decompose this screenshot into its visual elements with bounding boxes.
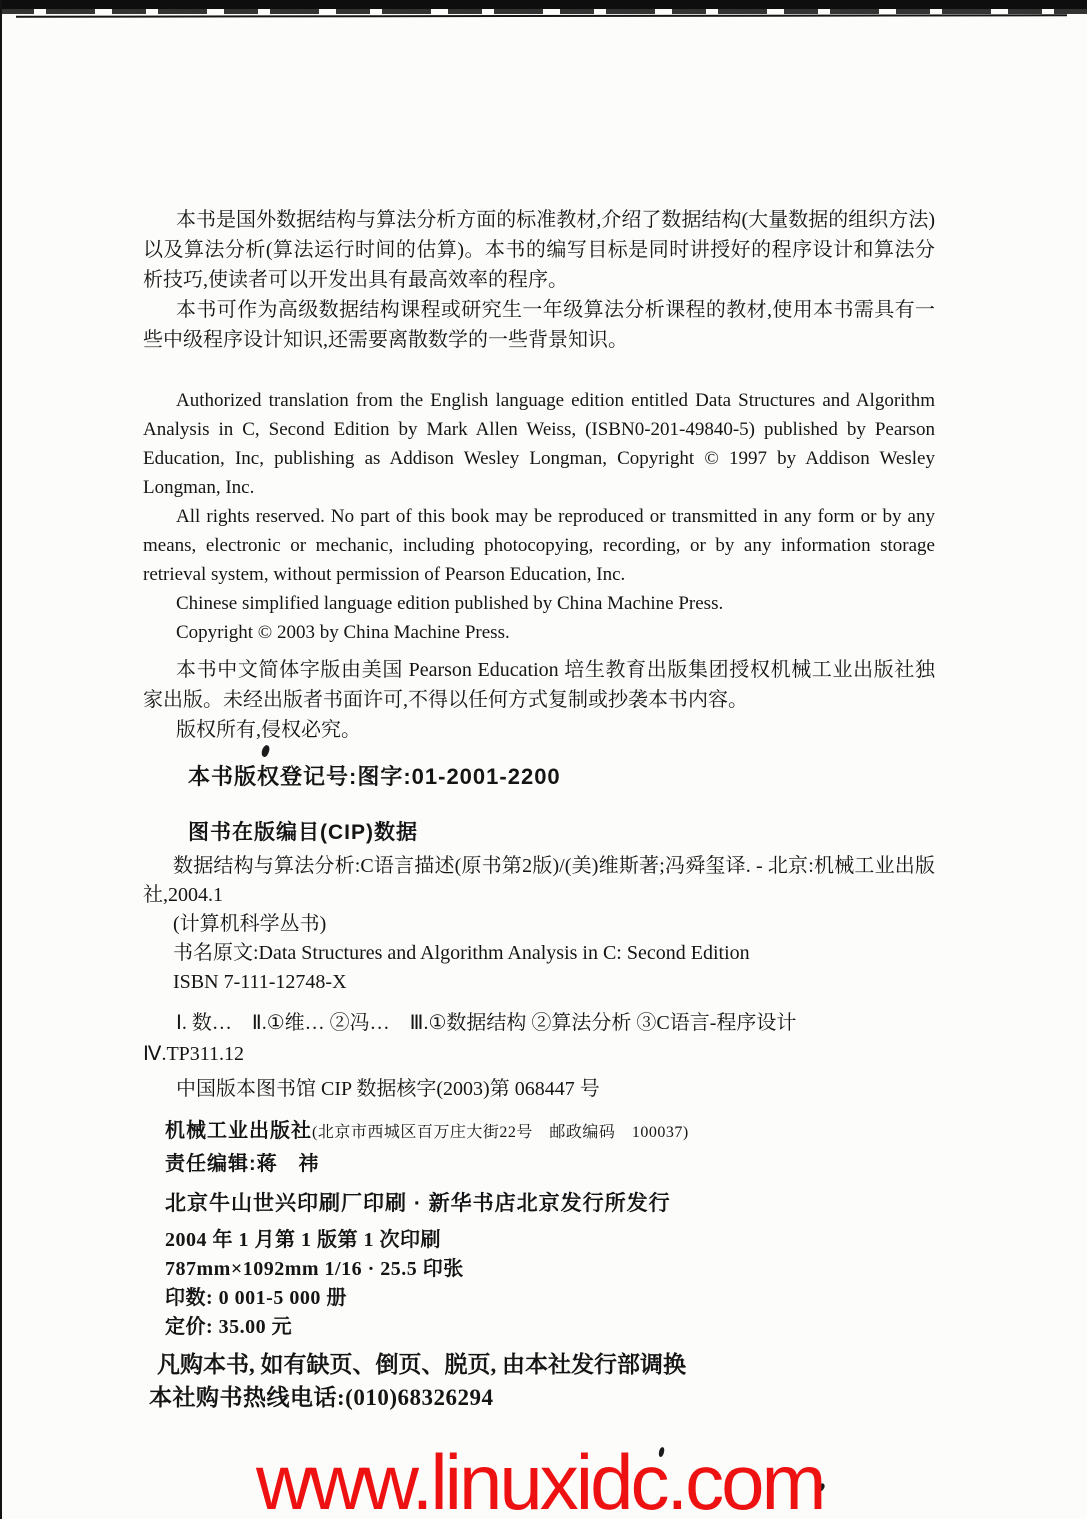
- cip-heading: 图书在版编目(CIP)数据: [188, 821, 418, 844]
- scan-edge-line: [16, 14, 1067, 17]
- chinese-edition-line: Chinese simplified language edition published by China Machine Press.: [176, 593, 724, 614]
- site-watermark: www.linuxidc.com: [256, 1438, 824, 1519]
- print-run-line: 印数: 0 001-5 000 册: [165, 1287, 347, 1309]
- license-section: [143, 655, 935, 745]
- cip-data-section: [143, 852, 935, 997]
- publisher-name: 机械工业出版社: [165, 1120, 312, 1142]
- classification-line-1: Ⅰ. 数… Ⅱ.①维… ②冯… Ⅲ.①数据结构 ②算法分析 ③C语言-程序设计: [176, 1012, 797, 1034]
- copyright-2003-line: Copyright © 2003 by China Machine Press.: [176, 622, 510, 643]
- intro-paragraph-2: 本书可作为高级数据结构课程或研究生一年级算法分析课程的教材,使用本书需具有一些中级程序设计知识,还需要离散数学的一些背景知识。: [143, 299, 935, 351]
- cip-entry-line: 数据结构与算法分析:C语言描述(原书第2版)/(美)维斯著;冯舜玺译. - 北京:机械工业出版社,2004.1: [143, 855, 935, 906]
- cip-classification-section: [143, 1008, 935, 1070]
- price-line: 定价: 35.00 元: [165, 1316, 293, 1338]
- editor-line: 责任编辑:蒋 祎: [165, 1153, 320, 1175]
- cip-original-title-line: 书名原文:Data Structures and Algorithm Analysis in C: Second Edition: [173, 942, 750, 964]
- all-rights-reserved-paragraph: All rights reserved. No part of this book may be reproduced or transmitted in any form or by any means, electronic or mechanic, including photocopying, recording, or by any information storage retrieval system, without permission of Pearson Education, Inc.: [143, 506, 935, 585]
- scan-edge-band: [0, 0, 1087, 9]
- printing-details-section: [143, 1226, 957, 1342]
- intro-paragraph-1: 本书是国外数据结构与算法分析方面的标准教材,介绍了数据结构(大量数据的组织方法)以及算法分析(算法运行时间的估算)。本书的编写目标是同时讲授好的程序设计和算法分析技巧,使读者可以开发出具有最高效率的程序。: [143, 209, 935, 291]
- reader-service-section: [143, 1348, 935, 1414]
- hotline-line: 本社购书热线电话:(010)68326294: [149, 1385, 494, 1410]
- registration-number-line: 本书版权登记号:图字:01-2001-2200: [188, 764, 561, 789]
- cip-record-line: 中国版本图书馆 CIP 数据核字(2003)第 068447 号: [176, 1078, 600, 1100]
- format-line: 787mm×1092mm 1/16 · 25.5 印张: [165, 1258, 464, 1280]
- publisher-line: [143, 1114, 957, 1143]
- classification-line-2: Ⅳ.TP311.12: [143, 1043, 245, 1065]
- printer-distributor-line: 北京牛山世兴印刷厂印刷 · 新华书店北京发行所发行: [165, 1192, 671, 1215]
- license-paragraph: 本书中文简体字版由美国 Pearson Education 培生教育出版集团授权机械工业出版社独家出版。未经出版者书面许可,不得以任何方式复制或抄袭本书内容。: [143, 659, 935, 711]
- edition-line: 2004 年 1 月第 1 版第 1 次印刷: [165, 1229, 441, 1251]
- english-copyright-section: [143, 386, 935, 647]
- ink-speck: [260, 744, 271, 758]
- cip-series-line: (计算机科学丛书): [173, 913, 327, 935]
- scan-left-edge-line: [0, 0, 2, 1519]
- publisher-address: (北京市西城区百万庄大街22号 邮政编码 100037): [312, 1124, 689, 1141]
- rights-warning-line: 版权所有,侵权必究。: [176, 719, 361, 741]
- scan-edge-ragged: [0, 9, 1087, 14]
- cip-isbn-line: ISBN 7-111-12748-X: [173, 971, 347, 993]
- page-exchange-line: 凡购本书, 如有缺页、倒页、脱页, 由本社发行部调换: [157, 1352, 686, 1377]
- intro-section: [143, 205, 935, 355]
- authorized-translation-paragraph: Authorized translation from the English language edition entitled Data Structures and Algorithm Analysis in C, Second Edition by Mark Allen Weiss, (ISBN0-201-49840-5) published by Pearson Education, Inc, publishing as Addison Wesley Longman, Copyright © 1997 by Addison Wesley Longman, Inc.: [143, 390, 935, 498]
